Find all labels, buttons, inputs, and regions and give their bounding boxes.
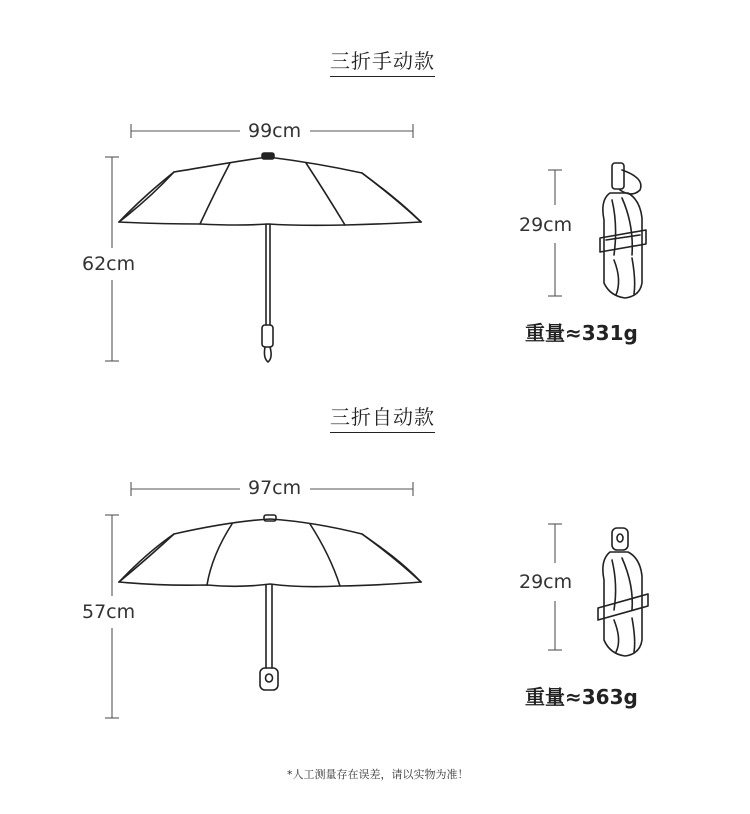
open-height-label-auto: 57cm <box>82 601 136 623</box>
auto-umbrella-folded-drawing <box>598 528 648 656</box>
section-title-auto: 三折自动款 <box>330 404 435 433</box>
open-width-label-manual: 99cm <box>248 120 302 142</box>
auto-umbrella-open-drawing <box>119 515 421 690</box>
footnote: *人工测量存在误差，请以实物为准！ <box>287 768 469 781</box>
weight-label-auto: 重量≈363g <box>525 685 638 709</box>
open-height-label-manual: 62cm <box>82 253 136 275</box>
open-width-label-auto: 97cm <box>248 477 302 499</box>
weight-label-manual: 重量≈331g <box>525 321 638 345</box>
folded-length-label-manual: 29cm <box>519 214 573 236</box>
manual-umbrella-folded-drawing <box>600 163 646 298</box>
section-title-manual: 三折手动款 <box>330 48 435 77</box>
manual-umbrella-open-drawing <box>119 153 421 362</box>
folded-length-label-auto: 29cm <box>519 571 573 593</box>
